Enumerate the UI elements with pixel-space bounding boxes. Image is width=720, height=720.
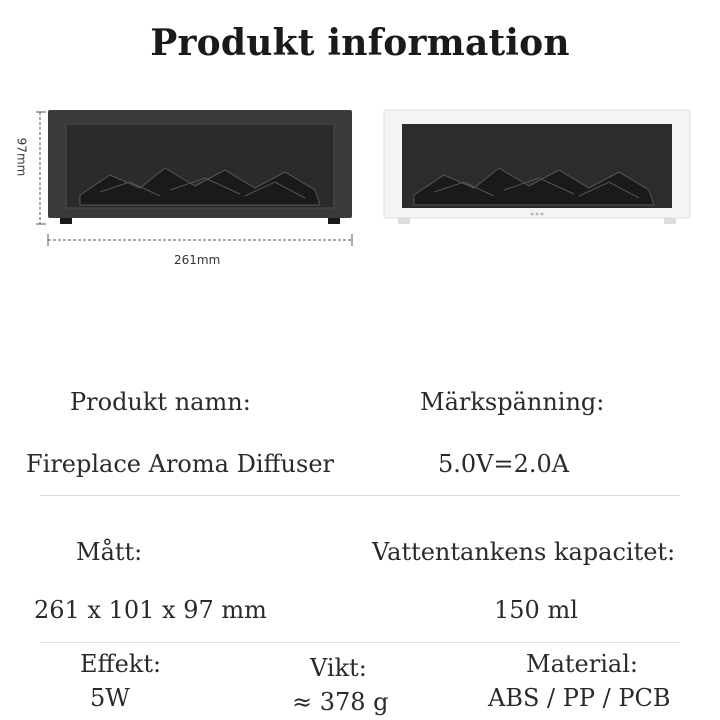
height-dimension-label: 97mm [14, 137, 29, 177]
divider [40, 642, 680, 643]
width-dimension-label: 261mm [174, 253, 221, 267]
tank-capacity-value: 150 ml [494, 596, 578, 624]
white-fireplace-image [384, 110, 690, 224]
weight-value: ≈ 378 g [292, 688, 389, 716]
page-title: Produkt information [150, 22, 570, 64]
tank-capacity-label: Vattentankens kapacitet: [372, 538, 676, 566]
product-name-label: Produkt namn: [70, 388, 251, 416]
material-value: ABS / PP / PCB [488, 684, 671, 712]
voltage-value: 5.0V=2.0A [438, 450, 570, 478]
size-label: Mått: [76, 538, 143, 566]
black-fireplace-image [48, 110, 352, 224]
power-value: 5W [90, 684, 130, 712]
size-value: 261 x 101 x 97 mm [34, 596, 267, 624]
voltage-label: Märkspänning: [420, 388, 605, 416]
product-images [0, 100, 720, 300]
divider [40, 495, 680, 496]
material-label: Material: [526, 650, 638, 678]
power-label: Effekt: [80, 650, 162, 678]
product-name-value: Fireplace Aroma Diffuser [26, 450, 334, 478]
weight-label: Vikt: [310, 654, 367, 682]
